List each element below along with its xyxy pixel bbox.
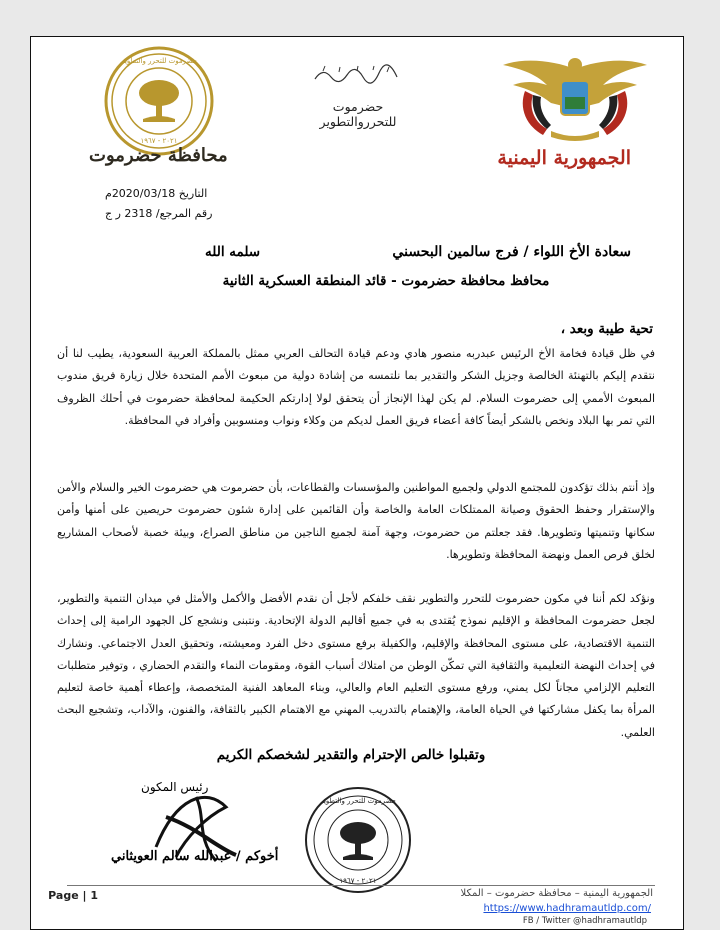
letter-page [30, 36, 684, 930]
republic-name: الجمهورية اليمنية [497, 147, 631, 169]
body-paragraph: ونؤكد لكم أننا في مكون حضرموت للتحرر والتطوير نقف خلفكم لأجل أن نقدم الأفضل والأكمل والأمثل في ميدان التنمية والتطوير، لجعل حضرموت المحافظة و الإقليم نموذج يُقتدى به في جميع أقاليم الدولة الإتحادية. ونتبنى ونشجع كل الجهود الرامية إلى إحداث التنمية الاقتصادية، على مستوى المحافظة والإقليم، والكفيلة برفع مستوى دخل الفرد ومعيشته، وتحقيق العدل الاجتماعي. ونشارك في إحداث النهضة التعليمية والثقافية التي تمكّن الوطن من امتلاك أسباب القوة، ومقومات النماء والتقدم الحضاري ، وتوفير متطلبات التعليم الإلزامي مجاناً لكل يمني، ورفع مستوى التعليم العام والعالي، وبناء المعاهد الفنية المتخصصة، وإعطاء أهمية خاصة لتعليم المرأة بما يكفل مشاركتها في الحياة العامة، والإهتمام بالتدريب المهني مع الاهتمام الكبير بالثقافة، والفنون، والآداب، وتشجيع البحث العلمي. [57, 592, 655, 739]
greeting: تحية طيبة وبعد ، [560, 321, 653, 337]
letter-date: التاريخ 2020/03/18م [105, 187, 208, 200]
footer-divider [67, 885, 655, 886]
governorate-logo-icon [103, 45, 215, 157]
official-stamp-icon [303, 785, 413, 895]
reference-number: رقم المرجع/ 2318 ر ج [105, 207, 213, 220]
addressee-title: محافظ محافظة حضرموت - قائد المنطقة العسكرية الثانية [222, 273, 550, 289]
signatory-name: أخوكم / عبدالله سالم العويثاني [111, 849, 279, 864]
yemen-emblem-icon [495, 51, 655, 141]
body-paragraph: وإذ أنتم بذلك تؤكدون للمجتمع الدولي ولجميع المواطنين والمؤسسات والقطاعات، بأن حضرموت هي حضرموت الخير والسلام والأمن والإستقرار وحفظ الحقوق وصيانة الممتلكات العامة والخاصة وأن القائمين على إدارة شئون حضرموت حريصين على أمنها وأمن سكانها وتنميتها وتطويرها. فقد جعلتم من حضرموت، وجهة آمنة لجميع الناجين من مناطق الصراع، وبيئة خصبة لأصحاب المشاريع لخلق فرص العمل ونهضة المحافظة وتطويرها. [57, 481, 655, 561]
addressee-name: سعادة الأخ اللواء / فرج سالمين البحسني [392, 244, 631, 260]
closing-line: وتقبلوا خالص الإحترام والتقدير لشخصكم الكريم [216, 747, 486, 763]
governorate-name: محافظة حضرموت [89, 145, 228, 166]
footer-address: الجمهورية اليمنية – محافظة حضرموت – المكلا [460, 888, 653, 899]
body-paragraph: في ظل قيادة فخامة الأخ الرئيس عبدربه منصور هادي ودعم قيادة التحالف العربي ممثل بالمملكة العربية السعودية، يطيب لنا أن نتقدم إليكم بالتهنئة الخالصة وجزيل الشكر والتقدير بما نلتمسه من إشادة دولية من مبعوث الأمم المتحدة خلال زيارة فريق مندوب المبعوث الأممي إلى حضرموت السلام. لم يكن لهذا الإنجاز أن يتحقق لولا إدارتكم الحكيمة لمحافظة حضرموت في أحلك الظروف التي تمر بها البلاد ونخص بالشكر أيضاً كافة أعضاء فريق العمل لديكم من وكلاء ونواب ومنسوبين وأفراد في المحافظة. [57, 347, 655, 427]
svg-text:حضرموت للتحرر والتطوير: حضرموت للتحرر والتطوير [320, 797, 396, 805]
addressee-salutation: سلمه الله [205, 244, 261, 260]
svg-text:حضرموت للتحرر والتطوير: حضرموت للتحرر والتطوير [121, 57, 197, 65]
signatory-role: رئيس المكون [141, 780, 209, 794]
website-link[interactable]: https://www.hadhramautldp.com/ [483, 903, 651, 914]
svg-text:٢٠٢١ - ١٩٦٧: ٢٠٢١ - ١٩٦٧ [140, 137, 178, 145]
basmala-calligraphy [313, 63, 399, 85]
social-handle: FB / Twitter @hadhramautldp [522, 916, 647, 926]
organization-name: حضرموت للتحرروالتطوير [319, 99, 397, 129]
svg-text:٢٠٢١ - ١٩٦٧: ٢٠٢١ - ١٩٦٧ [339, 877, 377, 885]
page-number: Page | 1 [48, 889, 98, 902]
